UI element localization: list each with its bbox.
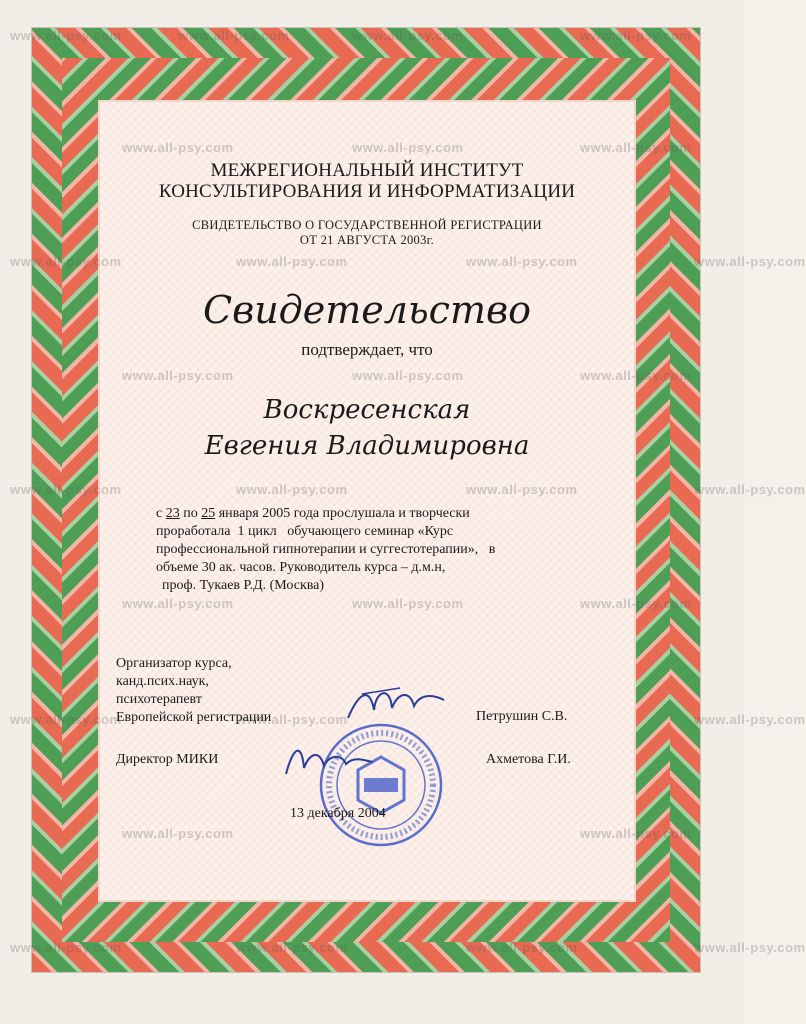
director-title: Директор МИКИ [116,752,219,767]
course-line3: профессиональной гипнотерапии и суггестотерапии», в [156,542,496,557]
watermark: www.all-psy.com [122,596,234,611]
watermark: www.all-psy.com [466,482,578,497]
recipient-name [100,392,634,464]
organizer-line4: Европейской регистрации [116,710,272,725]
recipient-given-name: Евгения Владимировна [204,431,530,461]
watermark: www.all-psy.com [694,482,806,497]
watermark: www.all-psy.com [178,28,290,43]
course-line1-rest: января 2005 года прослушала и творчески [218,506,470,521]
watermark: www.all-psy.com [236,712,348,727]
watermark: www.all-psy.com [236,482,348,497]
course-line4: объеме 30 ак. часов. Руководитель курса – д.м.н, [156,560,446,575]
institute-name [100,160,634,202]
certificate-title: Свидетельство [203,288,531,332]
watermark: www.all-psy.com [10,28,122,43]
watermark: www.all-psy.com [122,368,234,383]
course-description [156,505,606,595]
watermark: www.all-psy.com [580,28,692,43]
institute-name-line2: КОНСУЛЬТИРОВАНИЯ И ИНФОРМАТИЗАЦИИ [158,181,576,202]
organizer-line3: психотерапевт [116,692,202,707]
course-line1 [156,505,606,523]
watermark: www.all-psy.com [694,940,806,955]
watermark: www.all-psy.com [580,140,692,155]
registration-info [100,218,634,248]
watermark: www.all-psy.com [352,140,464,155]
watermark: www.all-psy.com [580,826,692,841]
watermark: www.all-psy.com [10,712,122,727]
watermark: www.all-psy.com [122,140,234,155]
day-to: 25 [201,506,216,521]
watermark: www.all-psy.com [694,712,806,727]
confirms-text: подтверждает, что [301,340,433,359]
issue-date: 13 декабря 2004 [290,806,386,821]
watermark: www.all-psy.com [352,28,464,43]
registration-line2: ОТ 21 АВГУСТА 2003г. [299,233,435,247]
director-name: Ахметова Г.И. [486,752,571,767]
watermark: www.all-psy.com [236,940,348,955]
text-to: по [183,506,198,521]
watermark: www.all-psy.com [10,482,122,497]
watermark: www.all-psy.com [694,254,806,269]
course-line2: проработала 1 цикл обучающего семинар «Курс [156,524,454,539]
watermark: www.all-psy.com [10,254,122,269]
registration-line1: СВИДЕТЕЛЬСТВО О ГОСУДАРСТВЕННОЙ РЕГИСТРАЦИИ [192,218,542,232]
director-signature [280,738,376,784]
course-line5: проф. Тукаев Р.Д. (Москва) [162,578,325,593]
text-from: с [156,506,163,521]
watermark: www.all-psy.com [580,596,692,611]
watermark: www.all-psy.com [466,254,578,269]
recipient-surname: Воскресенская [263,395,471,425]
organizer-line2: канд.псих.наук, [116,674,209,689]
day-from: 23 [165,506,180,521]
institute-name-line1: МЕЖРЕГИОНАЛЬНЫЙ ИНСТИТУТ [210,160,524,181]
watermark: www.all-psy.com [580,368,692,383]
watermark: www.all-psy.com [236,254,348,269]
organizer-block [116,655,376,727]
watermark: www.all-psy.com [352,596,464,611]
organizer-line1: Организатор курса, [116,656,232,671]
watermark: www.all-psy.com [10,940,122,955]
organizer-signature [340,680,450,730]
watermark: www.all-psy.com [352,368,464,383]
watermark: www.all-psy.com [122,826,234,841]
organizer-name: Петрушин С.В. [476,709,568,724]
watermark: www.all-psy.com [466,940,578,955]
